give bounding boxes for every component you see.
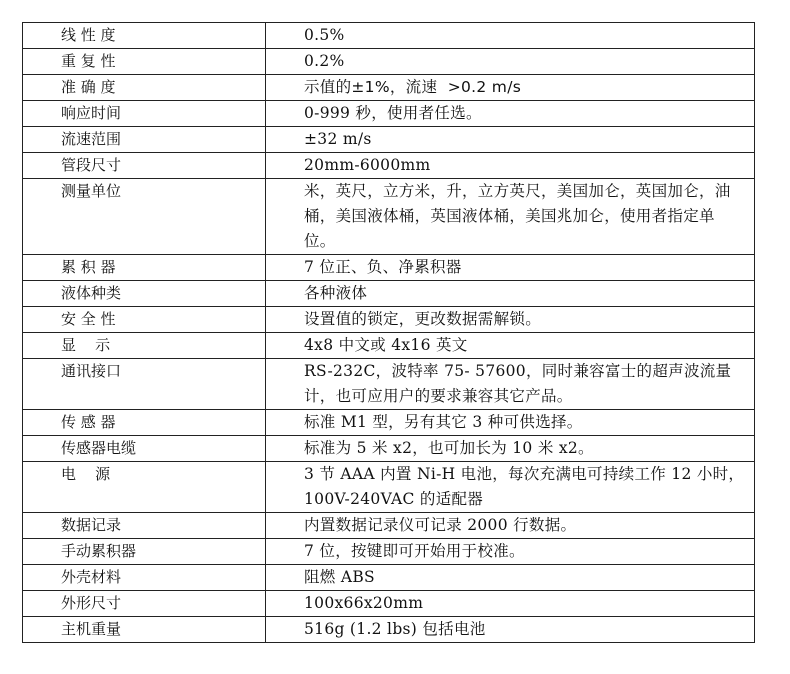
table-row (23, 436, 755, 462)
row-value-data-logging: 内置数据记录仪可记录 2000 行数据。 (266, 513, 755, 539)
row-label-accuracy: 准 确 度 (23, 75, 266, 101)
row-value-security: 设置值的锁定，更改数据需解锁。 (266, 307, 755, 333)
row-label-repeatability: 重 复 性 (23, 49, 266, 75)
row-label-manual-totalizer: 手动累积器 (23, 539, 266, 565)
row-value-communication: RS-232C，波特率 75- 57600，同时兼容富士的超声波流量计，也可应用户的要求兼容其它产品。 (266, 359, 755, 410)
row-label-weight: 主机重量 (23, 617, 266, 643)
table-row (23, 307, 755, 333)
table-row (23, 23, 755, 49)
row-value-repeatability: 0.2% (266, 49, 755, 75)
row-value-velocity-range: ±32 m/s (266, 127, 755, 153)
table-row (23, 591, 755, 617)
table-row (23, 513, 755, 539)
row-label-transducer-cable: 传感器电缆 (23, 436, 266, 462)
table-row (23, 359, 755, 410)
table-row (23, 255, 755, 281)
row-label-communication: 通讯接口 (23, 359, 266, 410)
table-row (23, 281, 755, 307)
table-row (23, 49, 755, 75)
table-row (23, 75, 755, 101)
table-row (23, 101, 755, 127)
row-value-linearity: 0.5% (266, 23, 755, 49)
table-row (23, 565, 755, 591)
row-value-power: 3 节 AAA 内置 Ni-H 电池，每次充满电可持续工作 12 小时，100V-240VAC 的适配器 (266, 462, 755, 513)
row-label-totalizer: 累 积 器 (23, 255, 266, 281)
row-value-accuracy: 示值的±1%，流速 >0.2 m/s (266, 75, 755, 101)
table-row (23, 179, 755, 255)
row-label-data-logging: 数据记录 (23, 513, 266, 539)
spec-table (22, 22, 755, 643)
table-row (23, 539, 755, 565)
row-label-pipe-size: 管段尺寸 (23, 153, 266, 179)
table-row (23, 153, 755, 179)
row-label-dimensions: 外形尺寸 (23, 591, 266, 617)
row-label-fluid-types: 液体种类 (23, 281, 266, 307)
row-value-pipe-size: 20mm-6000mm (266, 153, 755, 179)
row-value-housing-material: 阻燃 ABS (266, 565, 755, 591)
table-row (23, 127, 755, 153)
row-value-units: 米，英尺，立方米，升，立方英尺，美国加仑，英国加仑，油桶，美国液体桶，英国液体桶，美国兆加仑，使用者指定单位。 (266, 179, 755, 255)
table-row (23, 410, 755, 436)
row-value-display: 4x8 中文或 4x16 英文 (266, 333, 755, 359)
row-value-transducer: 标准 M1 型，另有其它 3 种可供选择。 (266, 410, 755, 436)
row-value-totalizer: 7 位正、负、净累积器 (266, 255, 755, 281)
table-row (23, 462, 755, 513)
row-label-response-time: 响应时间 (23, 101, 266, 127)
table-row (23, 333, 755, 359)
row-value-transducer-cable: 标准为 5 米 x2，也可加长为 10 米 x2。 (266, 436, 755, 462)
row-label-linearity: 线 性 度 (23, 23, 266, 49)
row-label-units: 测量单位 (23, 179, 266, 255)
row-value-dimensions: 100x66x20mm (266, 591, 755, 617)
row-value-fluid-types: 各种液体 (266, 281, 755, 307)
row-value-response-time: 0-999 秒，使用者任选。 (266, 101, 755, 127)
row-label-power: 电 源 (23, 462, 266, 513)
row-label-security: 安 全 性 (23, 307, 266, 333)
row-value-manual-totalizer: 7 位，按键即可开始用于校准。 (266, 539, 755, 565)
row-label-transducer: 传 感 器 (23, 410, 266, 436)
row-label-housing-material: 外壳材料 (23, 565, 266, 591)
row-label-velocity-range: 流速范围 (23, 127, 266, 153)
row-label-display: 显 示 (23, 333, 266, 359)
row-value-weight: 516g (1.2 lbs) 包括电池 (266, 617, 755, 643)
table-row (23, 617, 755, 643)
